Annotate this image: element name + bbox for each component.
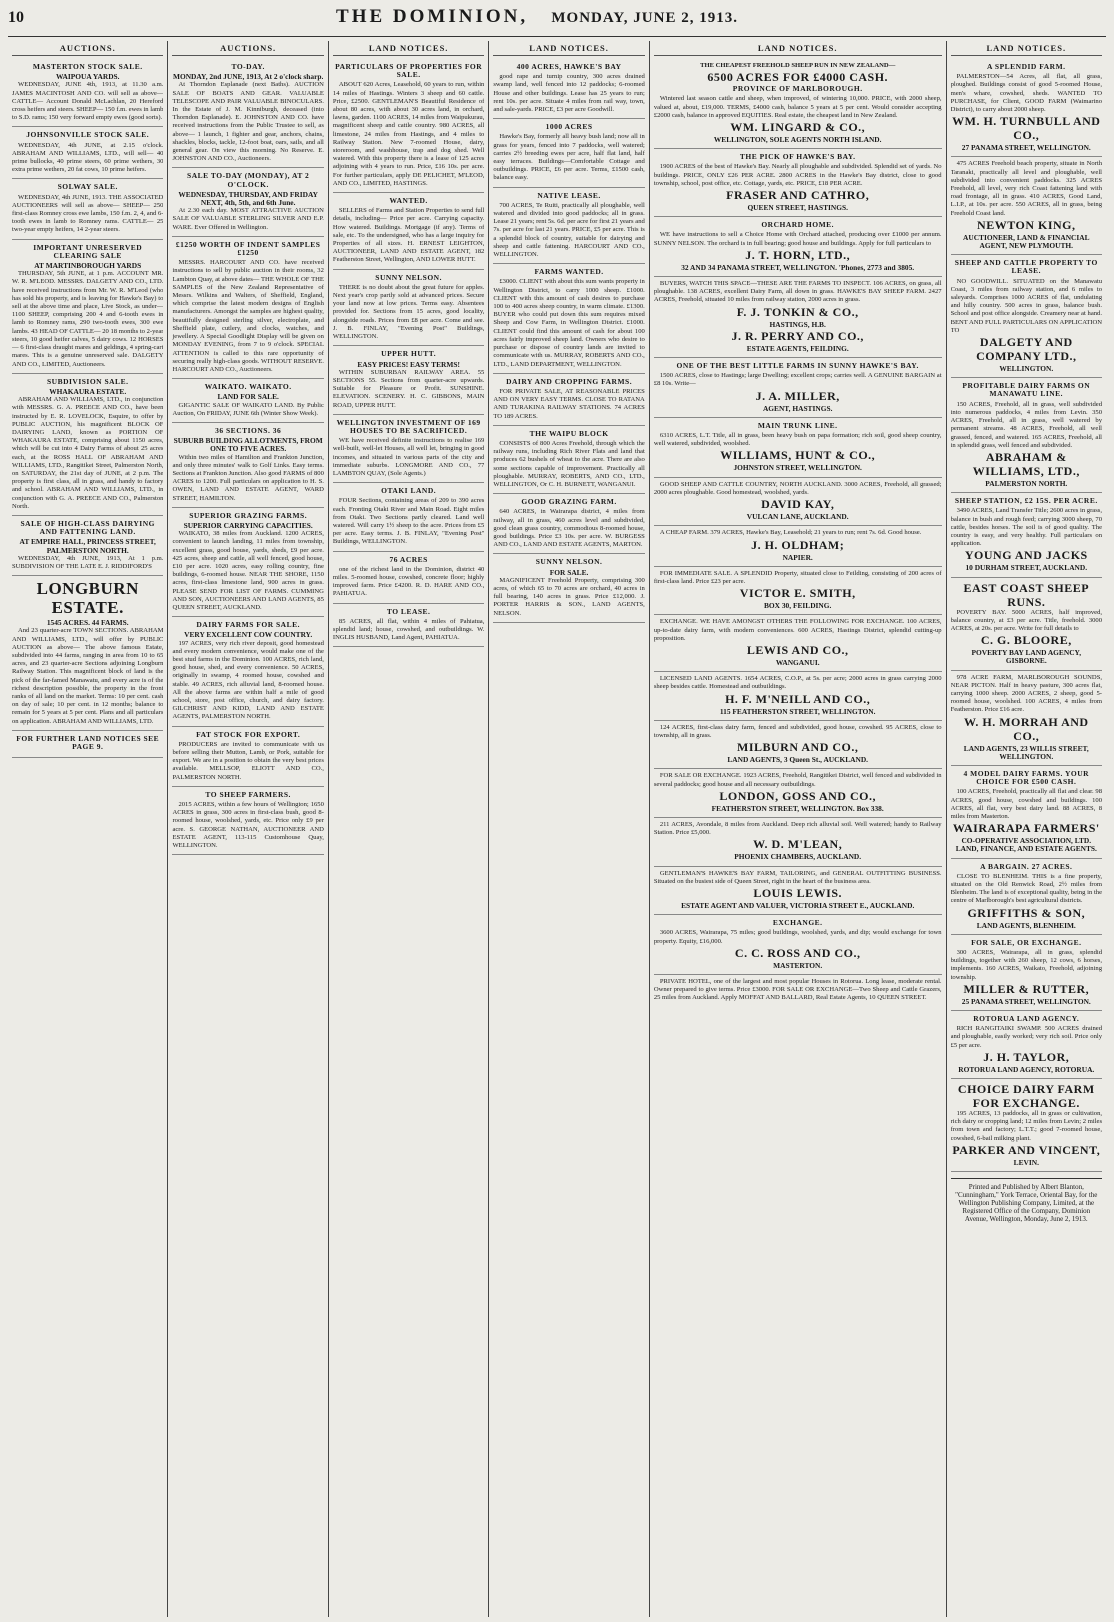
ad-heading: ONE OF THE BEST LITTLE FARMS IN SUNNY HAWKE'S BAY. — [676, 361, 919, 371]
newspaper-name: THE DOMINION, — [336, 6, 529, 27]
ad-body: 1900 ACRES of the best of Hawke's Bay. Nearly all ploughable and subdivided. Splendid set of yards. No buildings. PRICE, ONLY £26 PER ACRE. 2800 ACRES in the Hawke's Bay district, close to good township, school, post office, etc. Cottage, yards, etc. PRICE, £18 PER ACRE. — [653, 163, 942, 187]
ad-body: 197 ACRES, very rich river deposit, good homestead and every modern convenience, would make one of the best stud farms in the Dominion. 100 ACRES, rich land, good house, shed, and every convenience. 50 ACRES, originally in swamp, 4 roomed house, cowshed and stable. 49 ACRES, rich alluvial land, 8-roomed house. All the above farms are within half a mile of good school, store, post office, church, and dairy factory. GILCHRIST AND KIDD, LAND AND ESTATE AGENTS, PALMERSTON NORTH. — [172, 639, 324, 721]
ad-body: PRIVATE HOTEL, one of the largest and most popular Houses in Rotorua. Long lease, moderate rental. Owner prepared to give terms. Price £3000. FOR SALE OR EXCHANGE—Two Sheep and Cattle Grazers, 25 miles from Auckland. Apply MOFFAT AND BALLARD, Real Estate Agents, 10 QUEEN STREET. — [653, 977, 942, 1002]
ad-advertiser: F. J. TONKIN & CO., — [736, 304, 859, 319]
ad-address: ROTORUA LAND AGENCY, ROTORUA. — [958, 1064, 1095, 1074]
ad-body: 2015 ACRES, within a few hours of Wellington; 1650 ACRES in grass, 300 acres in first-class bush, good 8-roomed house, woolshed, yards, etc. Price only £9 per acre. S. GEORGE NATHAN, AUCTIONEER AND ESTATE AGENT, 113-115 Customhouse Quay, WELLINGTON. — [172, 801, 324, 850]
ad-body: good rape and turnip country, 300 acres drained swamp land, well fenced into 12 paddocks; 6-roomed House and other buildings. Lease has 25 years to run; rent 10s. per acre. Situate 4 miles from rail way, town, and sale-yards. PRICE, £3 per acre Goodwill. — [493, 73, 645, 114]
ad-heading: JOHNSONVILLE STOCK SALE. — [26, 130, 150, 140]
ad-body: 195 ACRES, 13 paddocks, all in grass or cultivation, rich dairy or cropping land; 12 miles from Levin; 2 miles from town and factory; L.T.T.; good 7-roomed house, cowshed, 6-bail milking plant. — [950, 1110, 1103, 1142]
ad-address: WELLINGTON, SOLE AGENTS NORTH ISLAND. — [713, 135, 882, 145]
ad-mlean — [654, 818, 942, 867]
ad-body: ABOUT 620 Acres, Leasehold, 60 years to run, within 14 miles of Hastings. Winters 3 sheep and 60 cattle. Price, £2500. GENTLEMAN'S Beautiful Residence of about 80 acres, with about 30 acres land, in orchard, lawns, garden. 1100 ACRES, 14 miles from Waipukurau, magnificent sheep and cattle country. 980 ACRES, all limestone, 24 miles from Hastings, and 4 miles to Railway Station. New 7-roomed House, dairy, storeroom, and washhouse, trap and dog shed. Well watered. With this property there is a lease of 125 acres adjoining with 4 years to run. Price, £16 10s. per acre. For further particulars, apply DE PELICHET, M'LEOD, AND CO., LIMITED, HASTINGS. — [332, 81, 485, 187]
column-6 — [947, 41, 1106, 1617]
ad-block — [12, 516, 163, 576]
ad-heading: UPPER HUTT. — [381, 349, 437, 359]
ad-address: PHOENIX CHAMBERS, AUCKLAND. — [734, 852, 862, 862]
ad-block — [951, 766, 1102, 859]
ad-heading: LONGBURN ESTATE. — [36, 579, 139, 618]
ad-block — [493, 188, 644, 265]
ad-heading: SHEEP AND CATTLE PROPERTY TO LEASE. — [954, 258, 1098, 276]
ad-block — [493, 554, 644, 622]
ad-block — [12, 127, 163, 179]
masthead — [8, 6, 1106, 37]
ad-headline: 6500 ACRES FOR £4000 CASH. — [707, 70, 889, 85]
ad-body: 475 ACRES Freehold beach property, situate in North Taranaki, practically all level and ploughable, well subdivided into convenient paddocks. 325 ACRES Freehold, all level, very rich Coast fattening land with road frontage, all in grass. 410 ACRES, Good Land, L.I.P., at 10s. per acre. 550 ACRES, all in grass, being Freehold Coast land. — [950, 160, 1103, 217]
column-heading: LAND NOTICES. — [333, 41, 484, 56]
ad-block — [12, 576, 163, 731]
ad-heading: SALE TO-DAY (MONDAY), AT 2 O'CLOCK. — [187, 171, 310, 189]
ad-subhead: 1545 ACRES. 44 FARMS. — [46, 618, 129, 628]
ad-address: LAND AGENTS, 3 Queen St., AUCKLAND. — [727, 755, 869, 765]
ad-body: And 23 quarter-acre TOWN SECTIONS. ABRAHAM AND WILLIAMS, LTD., will offer by PUBLIC AUCTION as above— The above famous Estate, subdivided into 44 farms, ranging in area from 10 to 65 acres, and 23 quarter-acre Sections adjoining Longburn Railway Station. This magnificent block of land is the pick of the far-famed Manawatu, and every acre is of the richest description possible, the property in the front ranks of all land on the market. Terms: 10 per cent. cash on day of sale; 10 per cent. in 12 months; balance to remain for 5 years at 5 per cent. Plans and all particulars on application. ABRAHAM AND WILLIAMS, LTD. — [12, 627, 164, 725]
ad-block — [333, 552, 484, 604]
ad-body: 3600 ACRES, Wairarapa, 75 miles; good buildings, woolshed, yards, and dip; would exchange for town property. Equity, £16,000. — [653, 929, 942, 945]
ad-subhead: WHAKAURA ESTATE. — [49, 386, 127, 396]
ad-body: 3490 ACRES, Land Transfer Title; 2600 acres in grass, balance in bush and rough feed; carrying 3000 sheep, 70 cattle, besides horses. The soil is of good quality. The country is easy, and very healthy. Full particulars on application. — [950, 507, 1103, 548]
ad-heading: 1000 ACRES — [545, 122, 593, 132]
ad-heading: NATIVE LEASE. — [537, 190, 601, 200]
ad-block — [172, 727, 323, 787]
column-heading: AUCTIONS. — [172, 41, 323, 56]
ad-body: LICENSED LAND AGENTS. 1654 ACRES, C.O.P., at 5s. per acre; 2000 acres in grass carrying 2000 sheep besides cattle. Homestead and outbuildings. — [653, 675, 942, 691]
ad-body: MAGNIFICENT Freehold Property, comprising 300 acres, of which 65 to 70 acres are orchard, 40 acres in full bearing, 140 acres in grass. Price £12,000. J. PORTER HARRIS & SON., LAND AGENTS, NELSON. — [493, 576, 645, 617]
column-2 — [168, 41, 328, 1617]
ad-advertiser: ABRAHAM & WILLIAMS, LTD., — [972, 449, 1080, 478]
ad-block — [951, 859, 1102, 935]
ad-body: 6310 ACRES, L.T. Title, all in grass, been heavy bush on papa formation; rich soil, good sheep country, well watered, subdivided, woolshed. — [653, 432, 942, 448]
column-heading: LAND NOTICES. — [654, 41, 942, 56]
ad-body: CLOSE TO BLENHEIM. THIS is a fine property, situated on the Old Renwick Road, 2½ miles from Blenheim. The land is of exceptional quality, being in the centre of Marlborough's best agricultural districts. — [950, 872, 1103, 905]
ad-block — [172, 423, 323, 508]
ad-subhead: LAND FOR SALE. — [217, 392, 279, 402]
ad-headline: CHOICE DAIRY FARM FOR EXCHANGE. — [957, 1082, 1095, 1111]
ad-body: THURSDAY, 5th JUNE, at 1 p.m. ACCOUNT MR. W. R. M'LEOD. MESSRS. DALGETY AND CO., LTD. have received instructions from Mr. W. R. M'Leod (who has sold his property, and is leaving for Hawke's Bay) to sell at the above time and place, Live Stock, as under— 1100 SHEEP, comprising 200 4 and 6-tooth ewes in lamb to Romney rams, 290 two-tooth ewes, 300 ewe lambs. 43 HEAD OF CATTLE— 20 18 months to 2-year steers, 10 good heifer calves, 5 dairy cows. 12 HORSES— 6 first-class draught mares and geldings, 4 spring-cart mares. This is a genuine unreserved sale. DALGETY AND CO., LIMITED, Auctioneers. — [12, 270, 164, 368]
ad-body: GIGANTIC SALE OF WAIKATO LAND. By Public Auction, On FRIDAY, JUNE 6th (Winter Show Week). — [172, 401, 324, 417]
ad-heading: DAIRY AND CROPPING FARMS. — [506, 376, 633, 386]
ad-block — [333, 193, 484, 270]
ad-heading: WELLINGTON INVESTMENT OF 169 HOUSES TO BE SACRIFICED. — [336, 417, 481, 435]
ad-block — [12, 59, 163, 127]
ad-address: BOX 30, FEILDING. — [764, 601, 832, 611]
ad-advertiser: J. H. TAYLOR, — [983, 1049, 1070, 1064]
ad-london-goss — [654, 769, 942, 818]
column-heading: AUCTIONS. — [12, 41, 163, 56]
ad-advertiser: WILLIAMS, HUNT & CO., — [720, 448, 876, 463]
ad-block — [12, 240, 163, 374]
ad-body: THERE is no doubt about the great future for apples. Next year's crop partly sold at advanced prices. Secure your land now at low prices. Terms easy. Absentees provided for. Sections from 15 acres, good locality, alongside roads. Prices from £8 per acre. Come and see. J. B. FINLAY, "Evening Post" Buildings, WELLINGTON. — [332, 283, 485, 341]
ad-block — [951, 157, 1102, 255]
ad-block — [12, 374, 163, 516]
ad-address: ESTATE AGENT AND VALUER, VICTORIA STREET E., AUCKLAND. — [681, 900, 915, 910]
ad-address: HASTINGS, H.B. — [769, 319, 826, 329]
ad-tonkin — [654, 277, 942, 358]
ad-heading: TO LEASE. — [386, 606, 431, 616]
ad-heading: 400 ACRES, HAWKE'S BAY — [516, 62, 622, 71]
ad-block — [493, 264, 644, 373]
ad-heading: MASTERTON STOCK SALE. — [32, 62, 143, 71]
ad-subhead: PROVINCE OF MARLBOROUGH. — [732, 84, 863, 94]
ad-advertiser: LOUIS LEWIS. — [753, 885, 843, 900]
ad-heading: EXCHANGE. — [772, 918, 823, 928]
ad-advertiser: FRASER AND CATHRO, — [726, 188, 870, 203]
ad-body: A CHEAP FARM. 379 ACRES, Hawke's Bay, Leasehold; 21 years to run; rent 7s. 6d. Good house. — [659, 529, 922, 537]
ad-main-trunk-line — [654, 418, 942, 478]
ad-body: £3000. CLIENT with about this sum wants property in Wellington District, to carry 1000 sheep. £1000. CLIENT with this amount of cash desires to purchase 100 to 400 acres sheep country, in warm climate. £1300. BUYER who could put down this sum requires mixed Sheep and Cow Farm, in Wellington District. £1000. CLIENT could find this amount of cash for about 100 acres fairly improved sheep land. Owners who desire to purchase or dispose of country lands are invited to communicate with us. MURRAY, ROBERTS AND CO., LTD., LAND DEPARTMENT, WELLINGTON. — [493, 278, 645, 368]
column-1 — [8, 41, 168, 1617]
ad-heading: OTAKI LAND. — [381, 486, 437, 496]
ad-advertiser: YOUNG AND JACKS — [964, 548, 1088, 563]
ad-heading: 4 MODEL DAIRY FARMS. YOUR CHOICE FOR £500 CASH. — [963, 768, 1090, 787]
issue-date: MONDAY, JUNE 2, 1913. — [551, 10, 738, 26]
ad-heading: ROTORUA LAND AGENCY. — [973, 1014, 1080, 1024]
ad-address: FEATHERSTON STREET, WELLINGTON. Box 338. — [711, 803, 884, 813]
ad-heading: TO SHEEP FARMERS. — [205, 789, 291, 799]
ad-body: Within two miles of Hamilton and Frankton Junction, and only three minutes' walk to Golf Links. Easy terms. Sections at Frankton Junction. Also good FARMS of 800 ACRES to 1200. Full particulars on application to H. S. OWEN, LAND AND ESTATE AGENT, WARD STREET, HAMILTON. — [172, 453, 324, 502]
ad-advertiser: C. C. ROSS AND CO., — [734, 945, 861, 960]
ad-block — [493, 59, 644, 119]
ad-advertiser: NEWTON KING, — [977, 217, 1076, 232]
ad-block — [951, 378, 1102, 493]
ad-sunny-hawkes-bay — [654, 358, 942, 418]
ad-body: 150 ACRES, Freehold, all in grass, well subdivided into numerous paddocks, 4 miles from Levin. 350 ACRES, Freehold, all in grass, well watered by permanent streams. 48 ACRES, Freehold, all well grassed, fenced, and watered. 165 ACRES, Freehold, all in splendid grass, well fenced and subdivided. — [950, 400, 1103, 449]
ad-heading: SALE OF HIGH-CLASS DAIRYING AND FATTENING LAND. — [20, 518, 155, 537]
ad-advertiser: C. G. BLOORE, — [980, 633, 1072, 648]
ad-advertiser: MILLER & RUTTER, — [963, 981, 1090, 996]
ad-body: WE have instructions to sell a Choice Home with Orchard attached, producing over £1000 per annum. SUNNY NELSON. The orchard is in full bearing; good house and buildings. Apply for full particulars to — [653, 231, 942, 247]
ad-address: 27 PANAMA STREET, WELLINGTON. — [961, 143, 1091, 153]
ad-milburn — [654, 721, 942, 770]
ad-body: 300 ACRES, Wairarapa, all in grass, splendid buildings, together with 260 sheep, 12 cows, 6 horses, implements. 160 ACRES, Waikato, Freehold, adjoining township. — [950, 949, 1103, 981]
ad-block — [951, 935, 1102, 1011]
ad-address: MASTERTON. — [773, 960, 823, 970]
ad-body: 100 ACRES, Freehold, practically all flat and clear. 98 ACRES, good house, cowshed and buildings. 100 ACRES, all flat, very best dairy land. 88 ACRES, 8 miles from Masterton. — [950, 788, 1103, 820]
ad-advertiser: H. F. M'NEILL AND CO., — [725, 691, 871, 706]
ad-lewis — [654, 615, 942, 672]
ad-block — [493, 374, 644, 426]
ad-block — [951, 1079, 1102, 1172]
ad-body: 1500 ACRES, close to Hastings; large Dwelling; excellent crops; carries well. A GENUINE BARGAIN at £8 10s. Write— — [653, 372, 942, 388]
ad-address: WANGANUI. — [775, 657, 820, 667]
ad-block — [172, 168, 323, 236]
ad-advertiser: LONDON, GOSS AND CO., — [719, 788, 876, 803]
ad-body: Wintered last season cattle and sheep, when improved, of wintering 10,000. PRICE, with 2000 sheep, valued at, about, £19,000. TERMS, £4000 cash, balance 5 years at 5 per cent. Would consider accepting £2000 cash, balance in approved EQUITIES. Real estate, the cheapest land in New Zealand. — [653, 95, 942, 119]
ad-heading: THE WAIPU BLOCK — [529, 428, 609, 438]
ad-subhead: MONDAY, 2nd JUNE, 1913, At 2 o'clock sharp. — [172, 72, 324, 82]
page-number: 10 — [8, 9, 24, 26]
ad-block — [333, 483, 484, 551]
ad-heading: SUNNY NELSON. — [375, 272, 442, 282]
ad-heading: 36 SECTIONS. 36 — [215, 425, 282, 435]
ad-address: QUEEN STREET, HASTINGS. — [747, 203, 848, 213]
ad-body: RICH RANGITAIKI SWAMP. 500 ACRES drained and ploughable, easily worked; very rich soil. Price only £5 per acre. — [950, 1025, 1103, 1049]
ad-mneill — [654, 672, 942, 721]
ad-text: THE CHEAPEST FREEHOLD SHEEP RUN IN NEW ZEALAND— — [700, 62, 896, 69]
ad-advertiser: W. D. M'LEAN, — [753, 837, 843, 852]
ad-body: WEDNESDAY, JUNE 4th, 1913, at 11.30 a.m. JAMES MACINTOSH AND CO. will sell as above— CATTLE— Account Donald McLachlan, 20 Hereford cross heifers and steers. SHEEP— 150 f.m. ewes in lamb to S.D. rams; 150 very forward empty ewes (good sorts). — [12, 81, 164, 122]
ad-body: FOR IMMEDIATE SALE. A SPLENDID Property, situated close to Feilding, consisting of 200 acres of first-class land. Price £23 per acre. — [653, 569, 942, 585]
ad-heading: SUNNY NELSON. — [535, 557, 603, 567]
ad-block — [172, 617, 323, 726]
ad-body: WITHIN SUBURBAN RAILWAY AREA. 55 SECTIONS 55. Sections from quarter-acre upwards. Suitable for Pleasure or Profit. SUNSHINE. ELEVATION. SCENERY. H. C. GIBBONS, MAIN ROAD, UPPER HUTT. — [332, 368, 485, 409]
ad-body: WE have received definite instructions to realise 169 well-built, well-let Houses, all well let, bringing in good incomes, and situated in various parts of the city and immediate suburbs. LONGMORE AND CO., 77 LAMBTON QUAY, (Sole Agents.) — [332, 437, 485, 477]
ad-advertiser: MILBURN AND CO., — [737, 740, 859, 755]
ad-body: WEDNESDAY, 4th JUNE, 1913, At 1 p.m. SUBDIVISION OF THE LATE E. J. RIDDIFORD'S — [12, 554, 164, 570]
ad-block — [172, 379, 323, 423]
ad-address: 25 PANAMA STREET, WELLINGTON. — [961, 996, 1091, 1006]
ad-heading: WANTED. — [389, 196, 428, 206]
ad-heading: TO-DAY. — [231, 62, 265, 71]
ad-block — [951, 493, 1102, 577]
ad-heading: DAIRY FARMS FOR SALE. — [196, 620, 300, 630]
ad-heading: FOR FURTHER LAND NOTICES SEE PAGE 9. — [16, 733, 160, 752]
ad-address: PALMERSTON NORTH. — [985, 478, 1068, 488]
ad-body: FOR SALE OR EXCHANGE. 1923 ACRES, Freehold, Rangitikei District, well fenced and subdivided in several paddocks; good house and all necessary outbuildings. — [653, 772, 942, 788]
ad-heading: SHEEP STATION, £2 15S. PER ACRE. — [954, 496, 1098, 506]
ad-body: WEDNESDAY, 4th JUNE, at 2.15 o'clock. ABRAHAM AND WILLIAMS, LTD., will sell— 40 prime bullocks, 40 prime steers, 60 prime wethers, 30 extra prime wethers, 20 fat cows, 10 prime heifers. — [12, 141, 164, 174]
masthead-title — [48, 6, 1026, 28]
ad-address: 10 DURHAM STREET, AUCKLAND. — [965, 563, 1088, 573]
ad-advertiser: PARKER AND VINCENT, — [952, 1142, 1101, 1157]
ad-advertiser: W. H. MORRAH AND CO., — [964, 714, 1089, 743]
ad-cheapest-sheep-run — [654, 59, 942, 149]
ad-address: AUCTIONEER, LAND & FINANCIAL AGENT, NEW PLYMOUTH. — [963, 232, 1090, 251]
ad-block — [493, 494, 644, 554]
ad-body: PALMERSTON—54 Acres, all flat, all grass, ploughed. Buildings consist of good 5-roomed House, men's whare, cowshed, sheds. WANTED TO PURCHASE, for Client, GOOD FARM (Waimarino District), to carry about 2000 sheep. — [950, 73, 1103, 114]
ad-heading: WAIKATO. WAIKATO. — [204, 382, 292, 392]
ad-body: FOUR Sections, containing areas of 209 to 390 acres each. Fronting Otaki River and Main Road. Eight miles from Otaki. Two Sections partly cleared. Land well watered. Will carry 1½ sheep to the acre. Prices from £5 per acre. Easy terms. J. B. FINLAY, "Evening Post" Buildings, WELLINGTON. — [332, 497, 485, 546]
ad-advertiser: WM. H. TURNBULL AND CO., — [952, 114, 1101, 143]
ad-block — [172, 787, 323, 855]
ad-louis-lewis — [654, 867, 942, 916]
ad-block — [172, 59, 323, 168]
ad-block — [12, 731, 163, 758]
ad-victor-smith — [654, 567, 942, 616]
ad-heading: MAIN TRUNK LINE. — [757, 420, 838, 430]
ad-block — [951, 255, 1102, 378]
ad-body: GOOD SHEEP AND CATTLE COUNTRY, NORTH AUCKLAND. 3000 ACRES, Freehold, all grassed; 2000 acres ploughable. Good homestead, woolshed, yards. — [653, 480, 942, 496]
ad-body: GENTLEMAN'S HAWKE'S BAY FARM, TAILORING, and GENERAL OUTFITTING BUSINESS. Situated on the busiest side of Queen Street, right in the heart of the business area. — [653, 869, 942, 885]
ad-body: 700 ACRES, Te Ruiti, practically all ploughable, well watered and divided into good paddocks; all in grass. Lease 21 years; rent 5s. 6d. per acre for first 21 years and 7s. per acre for last 21 years. PRICE, £5 per acre. This is a splendid block of country, suitable for dairying and sheep and cattle fattening. HARCOURT AND CO., WELLINGTON. — [493, 201, 645, 259]
ad-body: NO GOODWILL. SITUATED on the Manawatu Coast, 3 miles from railway station, and 6 miles to saleyards. Comprises 1000 ACRES of flat, undulating and hilly country. 500 acres in grass, balance bush. School and post office alongside. Creamery near at hand. BENT AND FULL PARTICULARS ON APPLICATION TO — [950, 277, 1103, 334]
ad-body: ABRAHAM AND WILLIAMS, LTD., in conjunction with MESSRS. G. A. PREECE AND CO., have been instructed by E. R. LOVELOCK, Esquire, to offer by PUBLIC AUCTION, his magnificent BLOCK OF DAIRYING LAND, known as PORTION OF WHAKAURA ESTATE, comprising about 1150 acres, which will be cut into 4 Dairy Farms of about 25 acres each, at the ROSS HALL OF ABRAHAM AND WILLIAMS, LTD., Rangitikei Street, Palmerston North, on SATURDAY, the 21st day of JUNE, at 2 p.m. The property is first class, all in grass, and handy to factory and school. ABRAHAM AND WILLIAMS, LTD., in conjunction with G. A. PREECE AND CO., Palmerston North. — [12, 396, 164, 510]
column-4 — [489, 41, 649, 1617]
ad-address: JOHNSTON STREET, WELLINGTON. — [733, 463, 862, 473]
ad-body: WEDNESDAY, 4th JUNE, 1913. THE ASSOCIATED AUCTIONEERS will sell as above— SHEEP— 250 first-class Romney cross ewe lambs, 150 f.m. 2, 4, and 6-tooth ewes in lamb to Romney rams. CATTLE— 25 two-year empty heifers, 14 2-year steers. — [12, 193, 164, 234]
ad-subhead: EASY PRICES! EASY TERMS! — [357, 359, 460, 369]
ad-address: POVERTY BAY LAND AGENCY, GISBORNE. — [971, 648, 1082, 666]
ad-address: 32 AND 34 PANAMA STREET, WELLINGTON. 'Phones, 2773 and 3805. — [681, 262, 915, 272]
ad-heading: SUPERIOR GRAZING FARMS. — [189, 510, 308, 520]
ad-body: 85 ACRES, all flat, within 4 miles of Pahiatua, splendid land; house, cowshed, and outbuildings. W. INGLIS HUSBAND, Land Agent, PAHIATUA. — [332, 617, 485, 642]
ad-subhead: AT EMPIRE HALL, PRINCESS STREET, PALMERSTON NORTH. — [19, 537, 156, 555]
ad-subhead: FOR SALE. — [549, 567, 589, 577]
column-3 — [329, 41, 489, 1617]
ad-block — [493, 119, 644, 187]
ad-headline: EAST COAST SHEEP RUNS. — [963, 580, 1090, 609]
ad-block — [333, 270, 484, 347]
ad-body: EXCHANGE. WE HAVE AMONGST OTHERS THE FOLLOWING FOR EXCHANGE. 100 ACRES, up-to-date dairy farm, with modern conveniences. 600 ACRES, Hastings District, splendid cutting-up proposition. — [653, 618, 942, 642]
ad-advertiser: DALGETY AND COMPANY LTD., — [976, 335, 1077, 364]
ad-advertiser: J. R. PERRY AND CO., — [731, 328, 864, 343]
ad-advertiser: DAVID KAY, — [761, 497, 835, 512]
ad-block — [493, 426, 644, 494]
ad-subhead: WEDNESDAY, THURSDAY, AND FRIDAY NEXT, 4th, 5th, and 6th June. — [178, 189, 318, 208]
ad-block — [951, 1011, 1102, 1079]
ad-heading: IMPORTANT UNRESERVED CLEARING SALE — [33, 242, 143, 260]
ad-subhead: SUBURB BUILDING ALLOTMENTS, FROM ONE TO FIVE ACRES. — [173, 436, 323, 454]
imprint: Printed and Published by Albert Blanton, "Cunningham," York Terrace, Oriental Bay, for the Wellington Publishing Company, Limited, at the Registered Office of the Company, Dominion Avenue, Wellington, Monday, June 2, 1913. — [951, 1178, 1102, 1223]
ad-block — [333, 415, 484, 483]
ad-body: 640 ACRES, in Wairarapa district, 4 miles from railway, all in grass, 460 acres level and subdivided, good clean grass country, commodious 8-roomed house, good buildings. Price £3 10s. per acre. W. BURGESS AND CO., LAND AND ESTATE AGENTS, MARTON. — [493, 508, 645, 549]
ad-address: WELLINGTON. — [999, 364, 1054, 374]
ad-heading: SUBDIVISION SALE. — [47, 376, 129, 386]
ad-address: LEVIN. — [1013, 1157, 1039, 1167]
ad-oldham — [654, 526, 942, 566]
ad-address: AGENT, HASTINGS. — [762, 403, 833, 413]
column-heading: LAND NOTICES. — [493, 41, 644, 56]
ad-address: NAPIER. — [782, 552, 813, 562]
ad-private-hotel — [654, 975, 942, 1007]
ad-heading: ORCHARD HOME. — [761, 220, 835, 230]
ad-block — [951, 578, 1102, 671]
ad-heading: PROFITABLE DAIRY FARMS ON MANAWATU LINE. — [962, 381, 1091, 399]
ad-body: 211 ACRES, Avondale, 8 miles from Auckland. Deep rich alluvial soil. Well watered; handy to Railway Station. Price £5,000. — [653, 820, 942, 837]
ad-address: ESTATE AGENTS, FEILDING. — [746, 343, 849, 353]
ad-heading: THE PICK OF HAWKE'S BAY. — [739, 152, 856, 162]
ad-body: 978 ACRE FARM, MARLBOROUGH SOUNDS, NEAR PICTON. Half in heavy pasture, 300 acres flat, carrying 1000 sheep. 2000 ACRES, 2 sheep, good 5-roomed house, woolshed. 100 ACRES, 4 miles from Featherston. Price £16 acre. — [950, 673, 1103, 714]
ad-body: one of the richest land in the Dominion, district 40 miles. 5-roomed house, cowshed, concrete floor; highly improved farm. Price £4200. R. D. HARE AND CO., PAHIATUA. — [332, 565, 485, 598]
ad-heading: FARMS WANTED. — [534, 267, 604, 277]
ad-body: POVERTY BAY. 5000 ACRES, half improved, balance country, at £3 per acre. Title, freehold. 3000 ACRES, at 20s. per acre. Write for full details to — [950, 608, 1103, 632]
ad-address: LAND AGENTS, BLENHEIM. — [976, 920, 1076, 930]
ad-heading: GOOD GRAZING FARM. — [521, 497, 617, 507]
ad-body: SELLERS of Farms and Station Properties to send full details, including— Price per acre. Carrying capacity. How watered. Buildings. Mortgage (if any). Terms of sale, etc. To the undersigned, who has a large inquiry for Properties of all sizes. H. ERNEST LEIGHTON, AUCTIONEER, LAND AND ESTATE AGENT, 182 Featherston Street, Wellington, AND LOWER HUTT. — [332, 207, 485, 264]
ad-heading: SOLWAY SALE. — [57, 182, 118, 192]
ad-advertiser: GRIFFITHS & SON, — [967, 905, 1086, 920]
ad-body: CONSISTS of 800 Acres Freehold, through which the railway runs, including Rich River Flats and land that produces 62 bushels of wheat to the acre. There are also some sections capable of improvement. Practically all ploughable. MURRAY, ROBERTS, AND CO., LTD., WELLINGTON, Or C. H. BURNETT, WANGANUI. — [493, 439, 645, 488]
ad-subhead: WAIPOUA YARDS. — [55, 72, 120, 82]
ad-block — [172, 237, 323, 379]
ad-advertiser: WAIRARAPA FARMERS' — [952, 821, 1100, 836]
ad-address: CO-OPERATIVE ASSOCIATION, LTD. LAND, FINANCE, AND ESTATE AGENTS. — [955, 836, 1097, 854]
ad-body: WAIKATO, 38 miles from Auckland. 1200 ACRES, convenient to launch landing, 11 miles from township, excellent grass, good house, yards, sheds, £9 per acre. 425 acres, sheep and cattle, all well fenced, good house, £10 per acre. 1020 acres, easy rolling country, fine buildings, 6-roomed house. NEAR THE SHORE, 1150 acres, first-class limestone land, 900 acres in grass. PLEASE SEND FOR LIST OF FARMS. CUMMING AND SON, AUCTIONEERS AND LAND AGENTS, 85 QUEEN STREET, AUCKLAND. — [172, 530, 324, 611]
ad-block — [951, 59, 1102, 157]
ad-address: 115 FEATHERSTON STREET, WELLINGTON. — [719, 706, 876, 716]
ad-body: At 2.30 each day. MOST ATTRACTIVE AUCTION SALE OF VALUABLE STERLING SILVER AND E.P. WARE. Ever Offered in Wellington. — [172, 207, 324, 231]
ad-address: LAND AGENTS, 23 WILLIS STREET, WELLINGTON. — [963, 743, 1089, 761]
column-heading: LAND NOTICES. — [951, 41, 1102, 56]
ad-block — [333, 346, 484, 414]
ad-advertiser: J. T. HORN, LTD., — [745, 247, 851, 262]
ad-block — [333, 59, 484, 193]
ad-david-kay — [654, 478, 942, 527]
ad-block — [172, 508, 323, 617]
ad-block — [12, 179, 163, 239]
ad-heading: FOR SALE, OR EXCHANGE. — [971, 937, 1082, 947]
ad-block — [951, 671, 1102, 766]
ad-advertiser: WM. LINGARD & CO., — [730, 120, 866, 135]
ad-advertiser: LEWIS AND CO., — [746, 642, 849, 657]
ad-body: At Thorndon Esplanade (next Baths). AUCTION SALE OF BOATS AND GEAR. VALUABLE TELESCOPE AND PAIR VALUABLE BINOCULARS. In the Estate of J. M. Kinniburgh, deceased (into Thorndon Esplanade). E. JOHNSTON AND CO. have received instructions from the Public Trustee to sell, as above— 1 launch, 1 fighter and gear, anchors, chains, shackles, blocks, tackle, 12-foot boat, oars, sails, and all general gear. On view this morning. No Reserve. E. JOHNSTON AND CO., Auctioneers. — [172, 81, 324, 163]
ad-advertiser: J. A. MILLER, — [755, 388, 840, 403]
ad-advertiser: VICTOR E. SMITH, — [739, 586, 856, 601]
ad-heading: FAT STOCK FOR EXPORT. — [196, 729, 301, 739]
column-5 — [650, 41, 947, 1617]
ad-body: FOR PRIVATE SALE, AT REASONABLE PRICES AND ON VERY EASY TERMS. CLOSE TO RATANA AND TURAKINA RAILWAY STATIONS. 74 ACRES TO 189 ACRES. — [493, 387, 645, 420]
ad-body: BUYERS, WATCH THIS SPACE—THESE ARE THE FARMS TO INSPECT. 106 ACRES, on grass, all ploughable. 138 ACRES, excellent Dairy Farm, all down in grass. HAWKE'S BAY SHEEP FARM. 2427 ACRES, Freehold, situated 10 miles from railway station, 2000 acres in grass. — [653, 280, 942, 304]
ad-heading: 76 ACRES — [389, 554, 428, 564]
ad-address: VULCAN LANE, AUCKLAND. — [746, 512, 849, 522]
ad-subhead: VERY EXCELLENT COW COUNTRY. — [184, 630, 313, 640]
ad-body: MESSRS. HARCOURT AND CO. have received instructions to sell by public auction in their rooms, 32 Lambton Quay, at above dates— THE WHOLE OF THE SAMPLES of the New Zealand Representative of Messrs. Wilkins and Walters, of Sheffield, England, which comprise the latest modern designs of English manufacturers. Amongst the samples are highest quality, beautifully designed sterling silver, electroplate, and Sheffield plate, cutlery, and clocks, watches, and jewellery. A Special Goodlight Display will be given on MONDAY EVENING, from 7 to 9 o'clock. SPECIAL ATTENTION is called to this rare opportunity of securing really high-class goods. WITHOUT RESERVE. HARCOURT AND CO., Auctioneers. — [172, 259, 324, 373]
ad-heading: PARTICULARS OF PROPERTIES FOR SALE. — [335, 62, 483, 80]
ad-block — [333, 604, 484, 648]
ad-heading: £1250 WORTH OF INDENT SAMPLES £1250 — [175, 239, 321, 258]
ad-heading: A BARGAIN. 27 ACRES. — [980, 861, 1073, 871]
ad-body: 124 ACRES, first-class dairy farm, fenced and subdivided, good house, cowshed. 95 ACRES, close to township, all in grass. — [653, 723, 942, 739]
ad-body: PRODUCERS are invited to communicate with us before selling their Mutton, Lamb, or Pork, suitable for export. We are in a position to obtain the very best prices available. MELLSOP, ELIOTT AND CO., PALMERSTON NORTH. — [172, 740, 324, 781]
ad-orchard-home — [654, 217, 942, 277]
ad-ross — [654, 915, 942, 975]
ad-heading: A SPLENDID FARM. — [987, 62, 1066, 71]
ad-body: Hawke's Bay, formerly all heavy bush land; now all in grass for years, fenced into 7 paddocks, well watered; carries 2½ breeding ewes per acre, half flat land, half easy terraces. Buildings—Comfortable Cottage and outbuildings. PRICE, £6 per acre. Terms, £1500 cash, balance easy. — [493, 133, 645, 182]
ad-advertiser: J. H. OLDHAM; — [751, 537, 845, 552]
ad-pick-of-hawkes-bay — [654, 149, 942, 217]
ad-subhead: AT MARTINBOROUGH YARDS — [34, 261, 142, 271]
ad-subhead: SUPERIOR CARRYING CAPACITIES. — [183, 520, 313, 530]
